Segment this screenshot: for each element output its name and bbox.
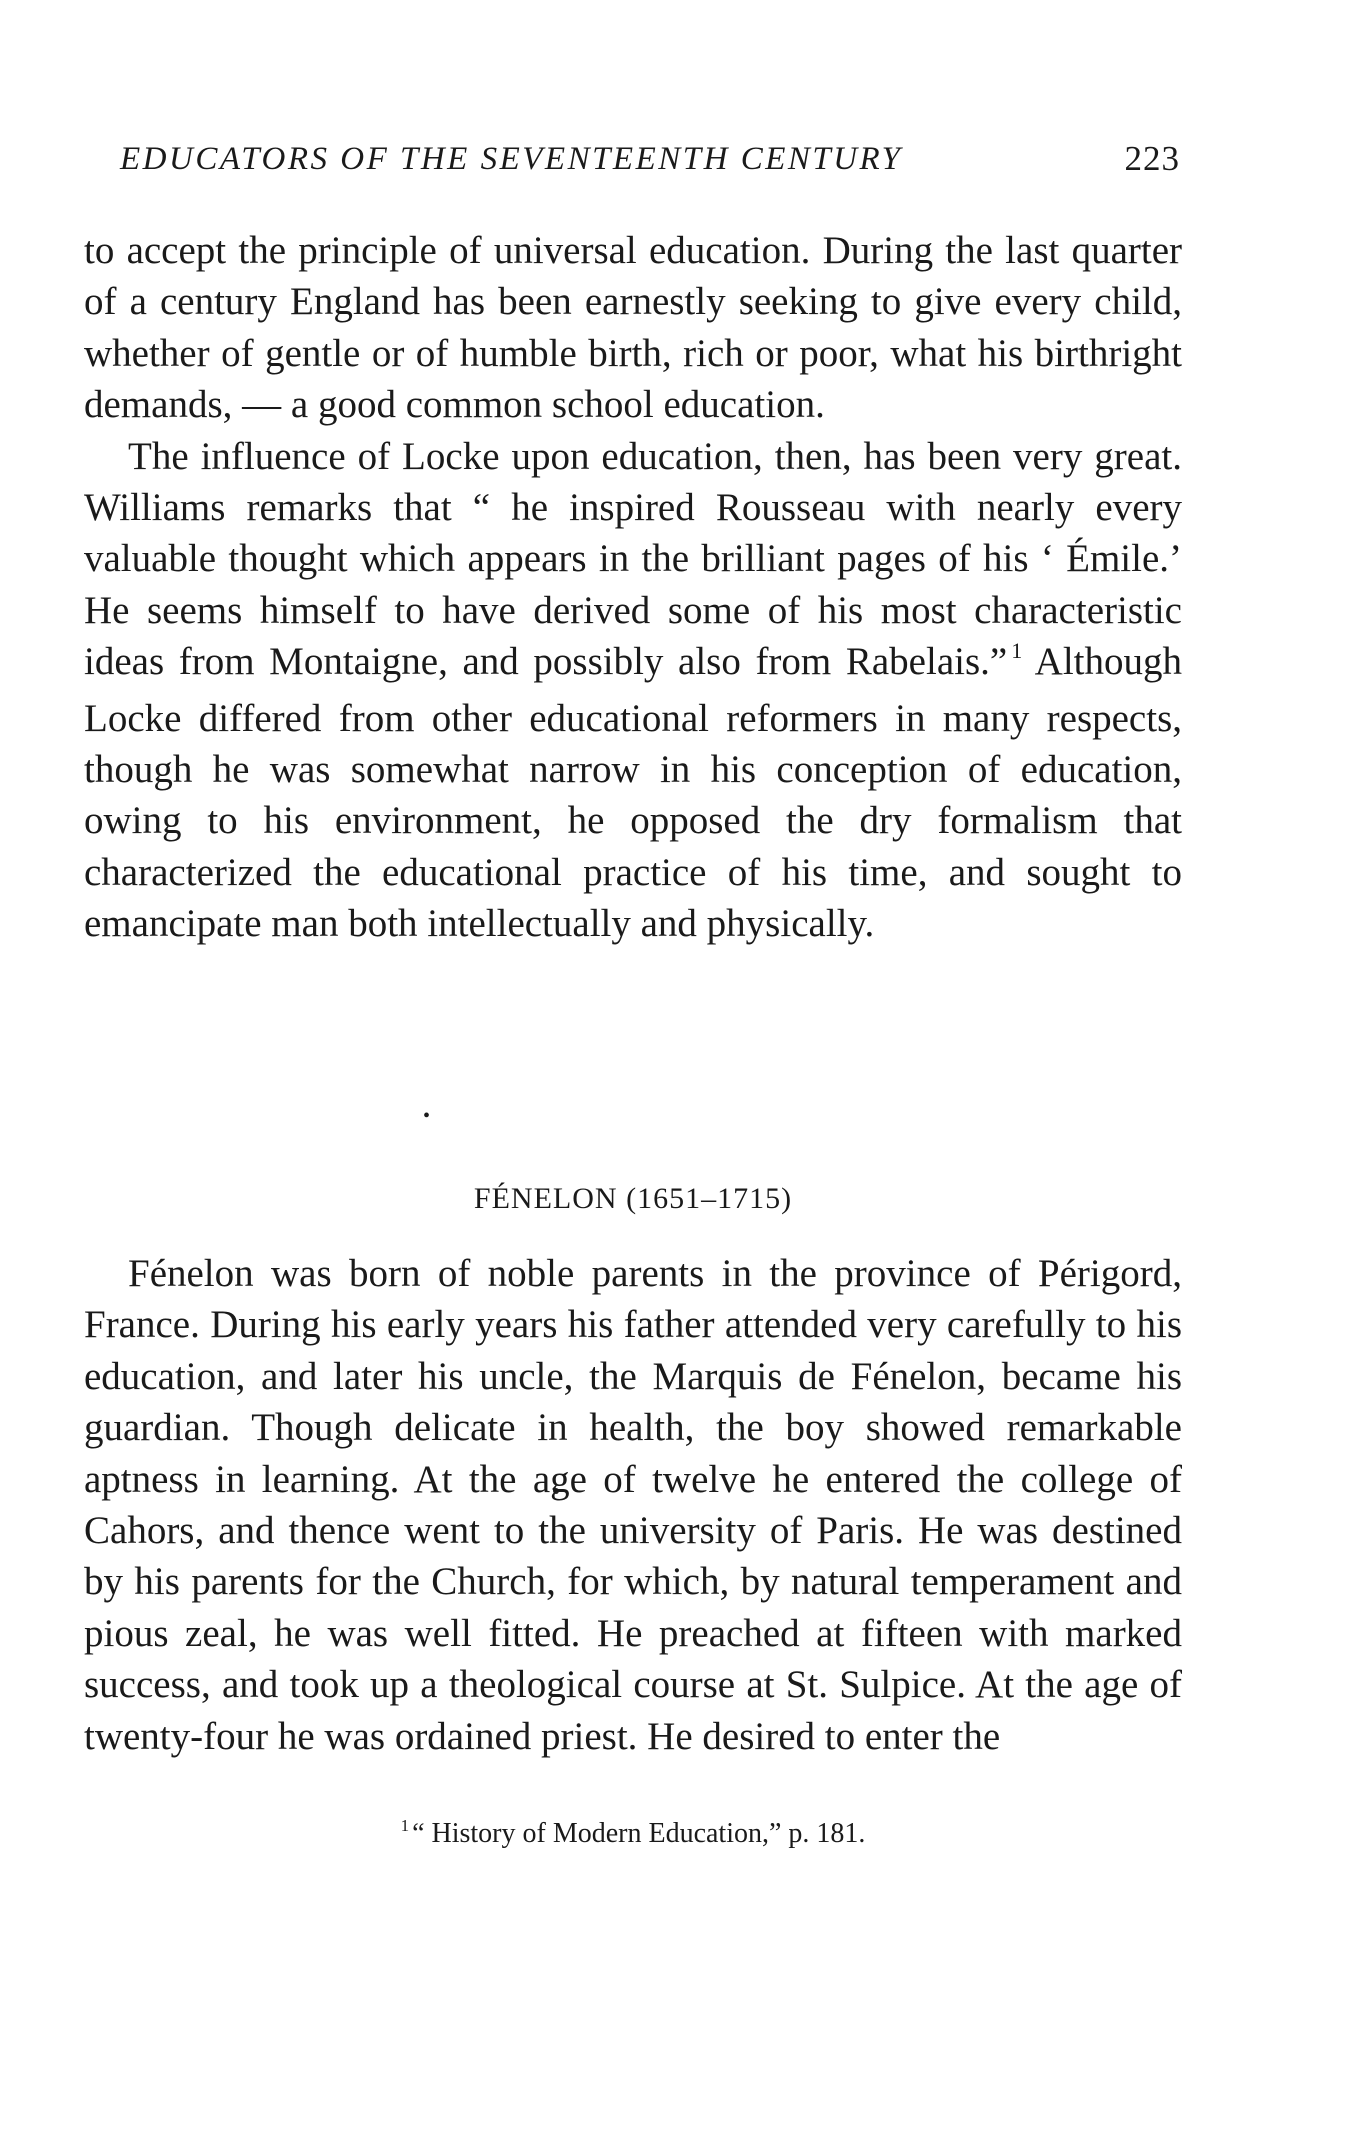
footnote-text: “ History of Modern Education,” p. 181. xyxy=(412,1818,866,1849)
paragraph-text: The influence of Locke upon education, then, has been very great. Williams remarks that “ he inspired Rousseau with nearly every valuable thought which appears in the brilliant pages of his ‘ Émile.’ He seems himself to have derived some of his most characteristic ideas from Montaigne, and possibly also from Rabelais.” xyxy=(84,434,1182,684)
running-head xyxy=(120,135,1180,183)
page-number: 223 xyxy=(1124,139,1180,178)
footnote xyxy=(84,1814,1182,1857)
paragraph-locke-influence xyxy=(84,431,1182,950)
body-text xyxy=(84,225,1182,950)
running-title: EDUCATORS OF THE SEVENTEENTH CENTURY xyxy=(120,141,903,177)
paragraph-continued: to accept the principle of universal education. During the last quarter of a century England has been earnestly seeking to give every child, whether of gentle or of humble birth, rich or poor, what his birthright demands, — a good common school education. xyxy=(84,229,1182,427)
footnote-reference: 1 xyxy=(1011,638,1023,664)
footnote-mark: 1 xyxy=(400,1816,410,1835)
paragraph-text-continued: Although Locke differed from other educational reformers in many respects, though he was somewhat narrow in his conception of education, owing to his environment, he opposed the dry formalism that characterized the educational practice of his time, and sought to emancipate man both intellectually and physically. xyxy=(84,640,1183,946)
section-heading: FÉNELON (1651–1715) xyxy=(473,1182,793,1215)
paragraph-fenelon-biography: Fénelon was born of noble parents in the province of Périgord, France. During his early years his father attended very carefully to his education, and later his uncle, the Marquis de Fénelon, became his guardian. Though delicate in health, the boy showed remarkable aptness in learning. At the age of twelve he entered the college of Cahors, and thence went to the university of Paris. He was destined by his parents for the Church, for which, by natural temperament and pious zeal, he was well fitted. He preached at fifteen with marked success, and took up a theological course at St. Sulpice. At the age of twenty-four he was ordained priest. He desired to enter the xyxy=(84,1252,1182,1758)
section-ornament: • xyxy=(423,1105,431,1127)
section-body-text xyxy=(84,1248,1182,1762)
